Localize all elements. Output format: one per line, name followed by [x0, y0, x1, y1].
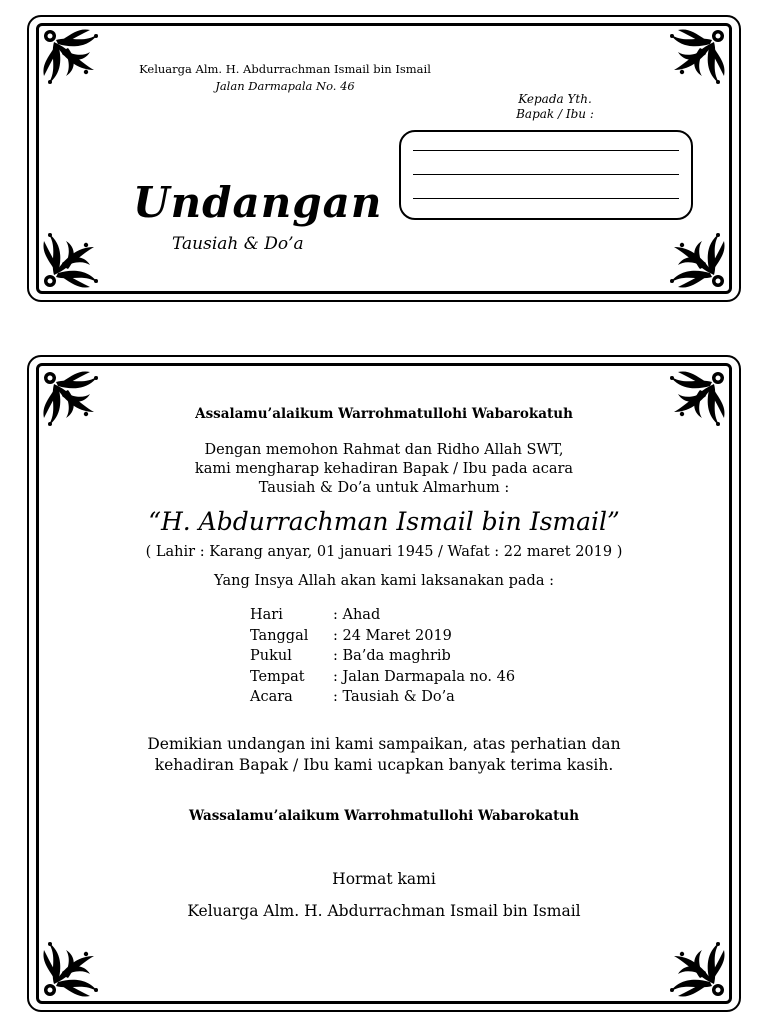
floral-corner-ornament-icon	[664, 26, 728, 90]
regards: Hormat kami	[332, 870, 436, 888]
detail-value: : Jalan Darmapala no. 46	[333, 668, 516, 685]
farewell-greeting: Wassalamu’alaikum Warrohmatullohi Wabarokatuh	[188, 808, 580, 824]
greeting: Assalamu’alaikum Warrohmatullohi Wabarokatuh	[195, 406, 573, 422]
intro-line-3: Tausiah & Do’a untuk Almarhum :	[258, 480, 510, 496]
envelope-subtitle: Tausiah & Do’a	[172, 234, 304, 254]
address-line	[413, 198, 679, 199]
deceased-name: “H. Abdurrachman Ismail bin Ismail”	[148, 507, 620, 536]
detail-row-day	[250, 605, 515, 626]
detail-label: Tempat	[250, 668, 305, 685]
recipient-heading-line1: Kepada Yth.	[518, 92, 592, 106]
floral-corner-ornament-icon	[664, 227, 728, 291]
recipient-heading-line2: Bapak / Ibu :	[516, 107, 594, 121]
recipient-address-box	[399, 130, 693, 220]
floral-corner-ornament-icon	[40, 936, 104, 1000]
detail-label: Pukul	[250, 648, 292, 664]
closing-line-2: kehadiran Bapak / Ibu kami ucapkan banyak terima kasih.	[154, 756, 614, 774]
event-details	[250, 605, 515, 708]
closing-line-1: Demikian undangan ini kami sampaikan, atas perhatian dan	[147, 735, 621, 753]
envelope-sender-family: Keluarga Alm. H. Abdurrachman Ismail bin Ismail	[139, 62, 431, 76]
floral-corner-ornament-icon	[664, 368, 728, 432]
detail-row-place	[250, 667, 515, 688]
envelope-title: Undangan	[133, 178, 383, 227]
signature-family: Keluarga Alm. H. Abdurrachman Ismail bin Ismail	[187, 902, 581, 920]
detail-value: : Ba’da maghrib	[333, 648, 451, 664]
life-dates: ( Lahir : Karang anyar, 01 januari 1945 / Wafat : 22 maret 2019 )	[145, 544, 623, 560]
detail-value: : 24 Maret 2019	[333, 627, 452, 644]
detail-row-time	[250, 646, 515, 667]
closing-text	[0, 734, 768, 776]
floral-corner-ornament-icon	[40, 368, 104, 432]
detail-label: Acara	[250, 689, 293, 705]
address-line	[413, 150, 679, 151]
detail-label: Hari	[250, 607, 283, 623]
address-line	[413, 174, 679, 175]
floral-corner-ornament-icon	[664, 936, 728, 1000]
invitation-intro	[0, 441, 768, 498]
envelope-sender-address: Jalan Darmapala No. 46	[215, 79, 355, 93]
detail-label: Tanggal	[250, 627, 309, 644]
detail-value: : Tausiah & Do’a	[333, 689, 455, 705]
envelope-recipient-heading	[470, 92, 640, 122]
intro-line-2: kami mengharap kehadiran Bapak / Ibu pada acara	[194, 461, 574, 477]
detail-row-date	[250, 626, 515, 647]
schedule-intro: Yang Insya Allah akan kami laksanakan pada :	[214, 573, 554, 589]
detail-row-event	[250, 687, 515, 708]
floral-corner-ornament-icon	[40, 227, 104, 291]
intro-line-1: Dengan memohon Rahmat dan Ridho Allah SWT,	[204, 442, 564, 458]
detail-value: : Ahad	[333, 607, 381, 623]
